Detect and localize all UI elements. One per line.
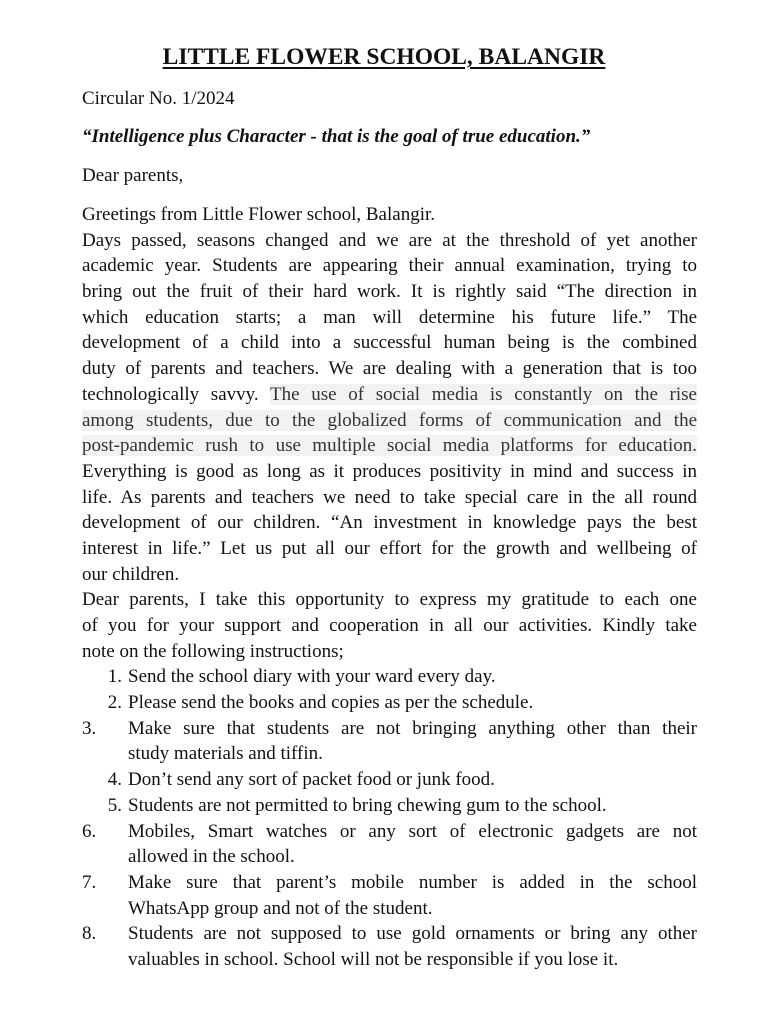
instruction-item: [82, 870, 697, 896]
instruction-text: Don’t send any sort of packet food or junk food.: [128, 769, 495, 791]
instruction-item: [82, 716, 697, 742]
instruction-item: [82, 819, 697, 845]
body-text: our children.: [82, 563, 180, 585]
instruction-text-continued: allowed in the school.: [128, 846, 295, 868]
body-line: [82, 639, 697, 665]
instruction-item: [82, 664, 697, 690]
body-text: Everything is good as long as it produces positivity in mind and success in: [82, 460, 697, 482]
body-text: note on the following instructions;: [82, 640, 344, 662]
instruction-number: 5.: [107, 794, 122, 816]
instruction-item: [82, 921, 697, 947]
instruction-number: 7.: [82, 871, 97, 893]
school-title: LITTLE FLOWER SCHOOL, BALANGIR: [162, 44, 606, 70]
instruction-item: [82, 767, 697, 793]
body-text: Dear parents, I take this opportunity to express my gratitude to each one: [82, 589, 697, 611]
body-text: interest in life.” Let us put all our effort for the growth and wellbeing of: [82, 537, 697, 559]
body-line: [82, 279, 697, 305]
instruction-number: 1.: [107, 666, 122, 688]
body-text: development of our children. “An investment in knowledge pays the best: [82, 512, 697, 534]
instruction-number: 2.: [107, 692, 122, 714]
instruction-item: [82, 690, 697, 716]
body-text: academic year. Students are appearing their annual examination, trying to: [82, 255, 697, 277]
body-text: technologically savvy.: [82, 383, 270, 405]
body-line: [82, 228, 697, 254]
body-line: [82, 510, 697, 536]
body-text: duty of parents and teachers. We are dealing with a generation that is too: [82, 358, 697, 380]
instruction-text: Students are not supposed to use gold ornaments or bring any other: [128, 923, 697, 945]
instruction-item: [82, 793, 697, 819]
body-line: [82, 356, 697, 382]
body-line: [82, 408, 697, 434]
instruction-number: 3.: [82, 717, 97, 739]
body-line: [82, 587, 697, 613]
body-text: life. As parents and teachers we need to take special care in the all round: [82, 486, 697, 508]
body-line: [82, 202, 697, 228]
body-text: Greetings from Little Flower school, Balangir.: [82, 204, 436, 225]
body-line: [82, 562, 697, 588]
body-line: [82, 253, 697, 279]
instruction-text-continued: valuables in school. School will not be responsible if you lose it.: [128, 948, 619, 970]
highlighted-text: post-pandemic rush to use multiple social media platforms for education.: [82, 435, 697, 457]
instruction-text: Students are not permitted to bring chewing gum to the school.: [128, 794, 607, 816]
body-text: Days passed, seasons changed and we are at the threshold of yet another: [82, 229, 697, 251]
letter-body: [82, 202, 697, 973]
instruction-number: 8.: [82, 923, 97, 945]
body-text: development of a child into a successful human being is the combined: [82, 332, 697, 354]
highlighted-text: among students, due to the globalized forms of communication and the: [82, 409, 697, 431]
salutation: Dear parents,: [82, 165, 184, 186]
instruction-number: 6.: [82, 820, 97, 842]
instruction-number: 4.: [107, 769, 122, 791]
body-text: of you for your support and cooperation in all our activities. Kindly take: [82, 615, 697, 636]
body-line: [82, 305, 697, 331]
instruction-text-continued: WhatsApp group and not of the student.: [128, 897, 433, 919]
instruction-text: Please send the books and copies as per the schedule.: [128, 692, 534, 714]
body-text: bring out the fruit of their hard work. It is rightly said “The direction in: [82, 281, 697, 303]
instruction-text-continued: study materials and tiffin.: [128, 743, 323, 765]
body-line: [82, 330, 697, 356]
body-text: which education starts; a man will determine his future life.” The: [82, 306, 697, 328]
instruction-text: Make sure that parent’s mobile number is added in the school: [128, 871, 697, 893]
body-line: [82, 485, 697, 511]
instruction-text: Send the school diary with your ward every day.: [128, 666, 496, 688]
body-line: [82, 382, 697, 408]
body-line: [82, 433, 697, 459]
motto-quote: “Intelligence plus Character - that is the goal of true education.”: [82, 126, 591, 147]
instruction-text: Make sure that students are not bringing anything other than their: [128, 717, 697, 739]
body-line: [82, 536, 697, 562]
instruction-text: Mobiles, Smart watches or any sort of electronic gadgets are not: [128, 820, 697, 842]
body-line: [82, 459, 697, 485]
circular-number: Circular No. 1/2024: [82, 88, 235, 109]
body-line: [82, 613, 697, 639]
highlighted-text: The use of social media is constantly on the rise: [270, 383, 697, 405]
